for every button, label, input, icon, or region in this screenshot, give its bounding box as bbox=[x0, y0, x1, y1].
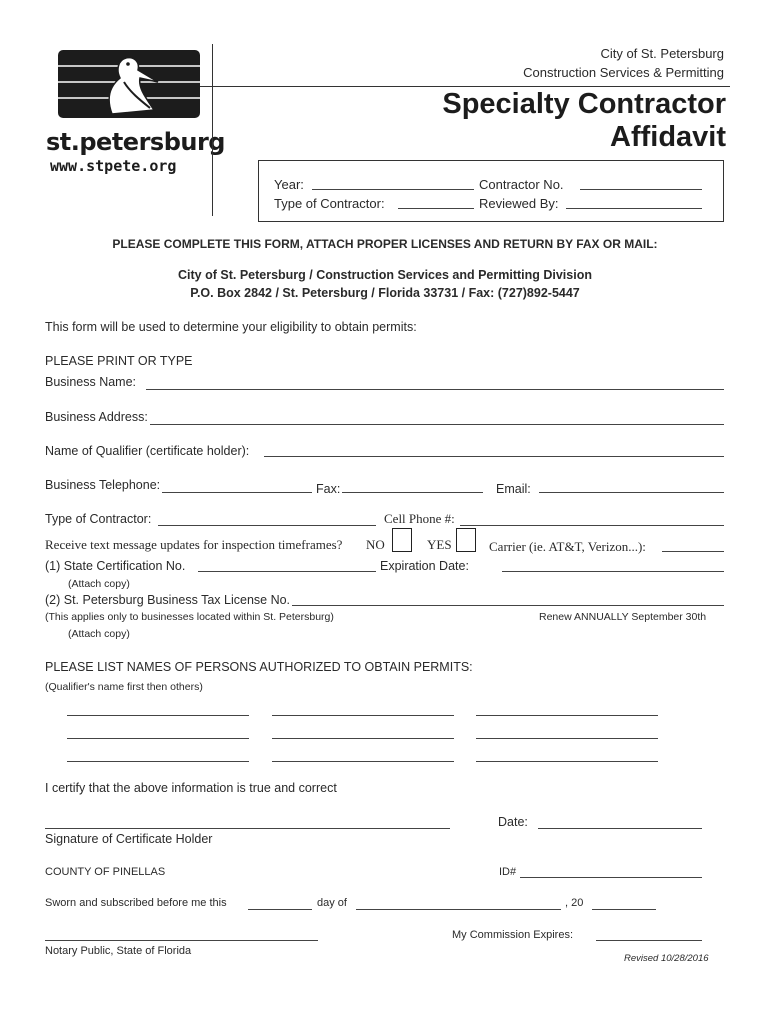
expiration-label: Expiration Date: bbox=[380, 559, 469, 573]
business-address-field[interactable] bbox=[150, 424, 724, 425]
attach-copy-1: (Attach copy) bbox=[68, 578, 130, 590]
sworn-label: Sworn and subscribed before me this bbox=[45, 897, 227, 909]
org-line-1: City of St. Petersburg bbox=[600, 46, 724, 61]
org-line-2: Construction Services & Permitting bbox=[523, 65, 724, 80]
renew-note: Renew ANNUALLY September 30th bbox=[539, 611, 707, 623]
cell-phone-label: Cell Phone #: bbox=[384, 511, 455, 526]
authorized-name-4[interactable] bbox=[67, 738, 249, 739]
type-contractor-label: Type of Contractor: bbox=[45, 512, 152, 526]
yes-label: YES bbox=[427, 537, 452, 552]
state-cert-field[interactable] bbox=[198, 571, 376, 572]
office-type-field[interactable] bbox=[398, 208, 474, 209]
purpose-text: This form will be used to determine your eligibility to obtain permits: bbox=[45, 320, 417, 334]
expiration-field[interactable] bbox=[502, 571, 724, 572]
year-field[interactable] bbox=[312, 189, 474, 190]
signature-line[interactable] bbox=[45, 828, 450, 829]
year-prefix: , 20 bbox=[565, 897, 584, 909]
id-field[interactable] bbox=[520, 877, 702, 878]
business-address-label: Business Address: bbox=[45, 410, 148, 424]
commission-field[interactable] bbox=[596, 940, 702, 941]
city-logo bbox=[44, 46, 225, 178]
instructions-heading: PLEASE COMPLETE THIS FORM, ATTACH PROPER LICENSES AND RETURN BY FAX OR MAIL: bbox=[112, 237, 658, 251]
qualifier-field[interactable] bbox=[264, 456, 724, 457]
id-label: ID# bbox=[499, 866, 517, 878]
tax-license-label: (2) St. Petersburg Business Tax License No. bbox=[45, 593, 291, 607]
notary-label: Notary Public, State of Florida bbox=[45, 945, 192, 957]
mailing-address-line-2: P.O. Box 2842 / St. Petersburg / Florida 33731 / Fax: (727)892-5447 bbox=[190, 286, 580, 300]
authorized-name-1[interactable] bbox=[67, 715, 249, 716]
reviewed-by-field[interactable] bbox=[566, 208, 702, 209]
carrier-field[interactable] bbox=[662, 551, 724, 552]
print-type-heading: PLEASE PRINT OR TYPE bbox=[45, 354, 193, 368]
business-name-field[interactable] bbox=[146, 389, 724, 390]
state-cert-label: (1) State Certification No. bbox=[45, 559, 186, 573]
authorized-name-3[interactable] bbox=[476, 715, 658, 716]
header-divider-horizontal bbox=[200, 86, 730, 87]
contractor-no-field[interactable] bbox=[580, 189, 702, 190]
email-field[interactable] bbox=[539, 492, 724, 493]
year-label: Year: bbox=[274, 177, 304, 192]
notary-signature-line[interactable] bbox=[45, 940, 318, 941]
contractor-no-label: Contractor No. bbox=[479, 177, 564, 192]
authorized-name-7[interactable] bbox=[67, 761, 249, 762]
authorized-name-5[interactable] bbox=[272, 738, 454, 739]
fax-label: Fax: bbox=[316, 482, 341, 496]
commission-label: My Commission Expires: bbox=[452, 929, 574, 941]
date-field[interactable] bbox=[538, 828, 702, 829]
sworn-day-field[interactable] bbox=[248, 909, 312, 910]
no-label: NO bbox=[366, 537, 385, 552]
business-name-label: Business Name: bbox=[45, 375, 137, 389]
form-title-line-1: Specialty Contractor bbox=[442, 88, 726, 120]
fax-field[interactable] bbox=[342, 492, 483, 493]
type-contractor-field[interactable] bbox=[158, 525, 376, 526]
authorized-name-9[interactable] bbox=[476, 761, 658, 762]
telephone-field[interactable] bbox=[162, 492, 312, 493]
authorized-name-8[interactable] bbox=[272, 761, 454, 762]
sworn-year-field[interactable] bbox=[592, 909, 656, 910]
carrier-label: Carrier (ie. AT&T, Verizon...): bbox=[489, 539, 646, 554]
no-checkbox[interactable] bbox=[392, 528, 412, 552]
logo-wordmark: st.petersburg bbox=[46, 128, 225, 156]
authorized-name-6[interactable] bbox=[476, 738, 658, 739]
sworn-month-field[interactable] bbox=[356, 909, 561, 910]
certify-text: I certify that the above information is true and correct bbox=[45, 781, 337, 795]
authorized-note: (Qualifier's name first then others) bbox=[45, 681, 203, 693]
day-of-label: day of bbox=[317, 897, 347, 909]
office-type-label: Type of Contractor: bbox=[274, 196, 385, 211]
reviewed-by-label: Reviewed By: bbox=[479, 196, 559, 211]
authorized-heading: PLEASE LIST NAMES OF PERSONS AUTHORIZED TO OBTAIN PERMITS: bbox=[45, 660, 473, 674]
attach-copy-2: (Attach copy) bbox=[68, 628, 130, 640]
qualifier-label: Name of Qualifier (certificate holder): bbox=[45, 444, 250, 458]
form-title-line-2: Affidavit bbox=[610, 121, 726, 153]
revised-date: Revised 10/28/2016 bbox=[624, 953, 709, 964]
mailing-address-line-1: City of St. Petersburg / Construction Services and Permitting Division bbox=[178, 268, 592, 282]
text-updates-label: Receive text message updates for inspection timeframes? bbox=[45, 537, 343, 552]
date-label: Date: bbox=[498, 815, 528, 829]
county-label: COUNTY OF PINELLAS bbox=[45, 866, 166, 878]
pelican-logo-icon bbox=[54, 48, 204, 120]
telephone-label: Business Telephone: bbox=[45, 478, 161, 492]
cell-phone-field[interactable] bbox=[460, 525, 724, 526]
tax-license-field[interactable] bbox=[292, 605, 724, 606]
yes-checkbox[interactable] bbox=[456, 528, 476, 552]
signature-label: Signature of Certificate Holder bbox=[45, 832, 213, 846]
header-divider-vertical bbox=[212, 44, 213, 216]
email-label: Email: bbox=[496, 482, 531, 496]
logo-url: www.stpete.org bbox=[50, 157, 177, 175]
applies-note: (This applies only to businesses located within St. Petersburg) bbox=[45, 611, 334, 623]
authorized-name-2[interactable] bbox=[272, 715, 454, 716]
